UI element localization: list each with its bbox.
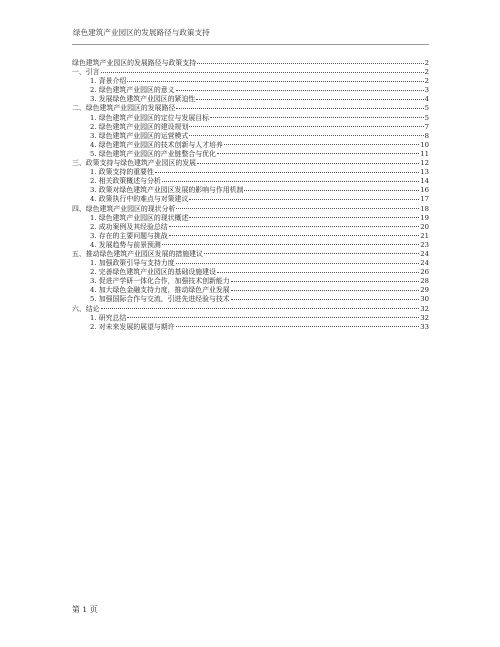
toc-entry-page-number: 7: [424, 122, 429, 131]
toc-entry-page-number: 4: [424, 95, 429, 104]
toc-entry-title: 4. 加大绿色金融支持力度，推动绿色产业发展: [90, 286, 230, 295]
toc-entry-page-number: 21: [420, 231, 429, 240]
toc-entry-title: 2. 对未来发展的展望与期许: [90, 322, 175, 331]
toc-entry-title: 2. 相关政策概述与分析: [90, 177, 161, 186]
toc-entry-page-number: 14: [420, 177, 429, 186]
toc-dot-leader: [224, 144, 419, 145]
toc-subsection-entry[interactable]: [72, 314, 429, 323]
running-header-title: 绿色建筑产业园区的发展路径与政策支持: [73, 28, 210, 37]
toc-dot-leader: [127, 81, 423, 82]
toc-entry-title: 2. 完善绿色建筑产业园区的基础设施建设: [90, 268, 216, 277]
toc-dot-leader: [169, 226, 420, 227]
toc-entry-page-number: 18: [420, 204, 429, 213]
toc-subsection-entry[interactable]: [72, 168, 429, 177]
toc-entry-page-number: 30: [420, 295, 429, 304]
toc-entry-page-number: 16: [420, 186, 429, 195]
toc-entry-page-number: 29: [420, 286, 429, 295]
toc-subsection-entry[interactable]: [72, 241, 429, 250]
toc-entry-title: 一、引言: [72, 68, 100, 77]
toc-entry-page-number: 2: [424, 68, 429, 77]
toc-entry-title: 3. 存在的主要问题与挑战: [90, 231, 168, 240]
toc-entry-title: 4. 绿色建筑产业园区的技术创新与人才培养: [90, 140, 223, 149]
toc-entry-title: 2. 绿色建筑产业园区的建设规划: [90, 122, 189, 131]
toc-section-entry[interactable]: [72, 305, 429, 314]
toc-dot-leader: [176, 263, 420, 264]
toc-subsection-entry[interactable]: [72, 123, 429, 132]
toc-subsection-entry[interactable]: [72, 277, 429, 286]
toc-entry-page-number: 12: [420, 159, 429, 168]
toc-entry-title: 3. 促进产学研一体化合作，加强技术创新能力: [90, 277, 230, 286]
toc-dot-leader: [217, 272, 419, 273]
toc-dot-leader: [244, 190, 419, 191]
toc-entry-title: 四、绿色建筑产业园区的现状分析: [72, 204, 176, 213]
toc-subsection-entry[interactable]: [72, 132, 429, 141]
toc-dot-leader: [169, 235, 420, 236]
toc-entry-page-number: 10: [420, 140, 429, 149]
toc-entry-page-number: 26: [420, 268, 429, 277]
toc-dot-leader: [189, 217, 419, 218]
toc-entry-page-number: 19: [420, 213, 429, 222]
toc-dot-leader: [176, 90, 424, 91]
toc-entry-page-number: 11: [420, 149, 429, 158]
toc-subsection-entry[interactable]: [72, 177, 429, 186]
toc-entry-title: 五、推动绿色建筑产业园区发展的措施建议: [72, 249, 203, 258]
toc-subsection-entry[interactable]: [72, 214, 429, 223]
toc-dot-leader: [189, 135, 423, 136]
toc-entry-page-number: 24: [420, 259, 429, 268]
toc-entry-page-number: 5: [424, 104, 429, 113]
toc-subsection-entry[interactable]: [72, 259, 429, 268]
toc-section-entry[interactable]: [72, 68, 429, 77]
toc-entry-title: 1. 政策支持的重要性: [90, 168, 154, 177]
toc-dot-leader: [162, 181, 419, 182]
toc-subsection-entry[interactable]: [72, 195, 429, 204]
toc-entry-page-number: 3: [424, 86, 429, 95]
toc-dot-leader: [197, 163, 419, 164]
toc-entry-page-number: 8: [424, 131, 429, 140]
toc-dot-leader: [231, 281, 420, 282]
toc-entry-title: 1. 研究总结: [90, 313, 127, 322]
toc-entry-page-number: 24: [420, 249, 429, 258]
toc-entry-title: 4. 政策执行中的难点与对策建议: [90, 195, 189, 204]
toc-entry-title: 1. 绿色建筑产业园区的定位与发展目标: [90, 113, 210, 122]
toc-entry-title: 3. 绿色建筑产业园区的运营模式: [90, 131, 189, 140]
toc-entry-title: 5. 绿色建筑产业园区的产业链整合与优化: [90, 149, 216, 158]
toc-subsection-entry[interactable]: [72, 77, 429, 86]
toc-subsection-entry[interactable]: [72, 141, 429, 150]
toc-dot-leader: [197, 63, 424, 64]
toc-entry-page-number: 28: [420, 277, 429, 286]
toc-dot-leader: [176, 326, 420, 327]
toc-subsection-entry[interactable]: [72, 86, 429, 95]
toc-entry-title: 绿色建筑产业园区的发展路径与政策支持: [72, 59, 197, 67]
toc-dot-leader: [155, 172, 419, 173]
toc-subsection-entry[interactable]: [72, 223, 429, 232]
toc-entry-page-number: 33: [420, 322, 429, 331]
toc-entry-page-number: 17: [420, 195, 429, 204]
toc-dot-leader: [127, 317, 419, 318]
header-divider: [72, 44, 429, 45]
page-number-footer: 第 1 页: [72, 605, 98, 614]
toc-dot-leader: [196, 99, 423, 100]
toc-dot-leader: [204, 253, 419, 254]
toc-section-entry[interactable]: [72, 250, 429, 259]
toc-entry-title: 4. 发展趋势与前景预测: [90, 240, 161, 249]
toc-dot-leader: [176, 208, 419, 209]
toc-subsection-entry[interactable]: [72, 323, 429, 332]
toc-dot-leader: [101, 308, 420, 309]
toc-dot-leader: [231, 299, 420, 300]
toc-entry-page-number: 2: [424, 59, 429, 67]
toc-subsection-entry[interactable]: [72, 114, 429, 123]
toc-entry-page-number: 32: [420, 304, 429, 313]
toc-entry-title: 1. 绿色建筑产业园区的现状概述: [90, 213, 189, 222]
toc-dot-leader: [176, 108, 423, 109]
toc-entry-title: 二、绿色建筑产业园区的发展路径: [72, 104, 176, 113]
toc-entry-page-number: 32: [420, 313, 429, 322]
toc-entry-page-number: 5: [424, 113, 429, 122]
toc-entry-title: 3. 政策对绿色建筑产业园区发展的影响与作用机制: [90, 186, 244, 195]
toc-entry-title: 2. 绿色建筑产业园区的意义: [90, 86, 175, 95]
toc-dot-leader: [162, 244, 419, 245]
toc-entry-page-number: 23: [420, 240, 429, 249]
toc-dot-leader: [210, 117, 424, 118]
toc-subsection-entry[interactable]: [72, 268, 429, 277]
table-of-contents: [72, 59, 429, 332]
toc-subsection-entry[interactable]: [72, 295, 429, 304]
toc-entry-title: 1. 背景介绍: [90, 77, 127, 86]
toc-section-entry[interactable]: [72, 159, 429, 168]
toc-entry-title: 2. 成功案例及其经验总结: [90, 222, 168, 231]
toc-dot-leader: [189, 199, 419, 200]
toc-subsection-entry[interactable]: [72, 150, 429, 159]
toc-section-entry[interactable]: [72, 104, 429, 113]
toc-dot-leader: [217, 153, 419, 154]
toc-entry-page-number: 13: [420, 168, 429, 177]
toc-dot-leader: [189, 126, 423, 127]
toc-entry-title: 三、政策支持与绿色建筑产业园区的发展: [72, 159, 197, 168]
toc-entry-title: 六、结论: [72, 304, 100, 313]
toc-entry-title: 3. 发展绿色建筑产业园区的紧迫性: [90, 95, 196, 104]
toc-dot-leader: [101, 72, 424, 73]
toc-entry-title: 1. 加强政策引导与支持力度: [90, 259, 175, 268]
toc-entry-page-number: 20: [420, 222, 429, 231]
toc-entry-page-number: 2: [424, 77, 429, 86]
toc-section-entry[interactable]: [72, 205, 429, 214]
toc-entry-title: 5. 加强国际合作与交流，引进先进经验与技术: [90, 295, 230, 304]
toc-section-entry[interactable]: [72, 59, 429, 68]
toc-dot-leader: [231, 290, 420, 291]
toc-subsection-entry[interactable]: [72, 232, 429, 241]
